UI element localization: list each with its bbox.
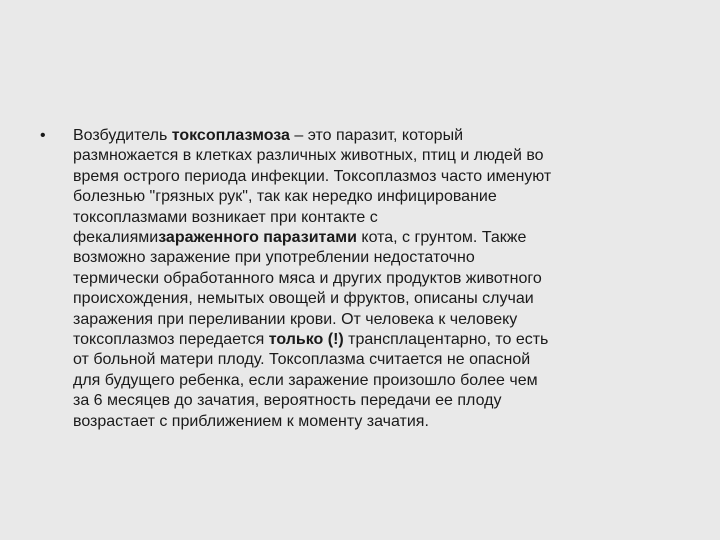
text-run: для будущего ребенка, если заражение произошло более чем xyxy=(73,371,538,389)
paragraph-line xyxy=(73,412,713,432)
text-run: происхождения, немытых овощей и фруктов, описаны случаи xyxy=(73,290,534,308)
paragraph-line xyxy=(73,310,713,330)
bullet-paragraph xyxy=(73,126,713,432)
text-run: заражения при переливании крови. От человека к человеку xyxy=(73,310,518,328)
text-run: время острого периода инфекции. Токсоплазмоз часто именуют xyxy=(73,167,552,185)
text-run: Возбудитель xyxy=(73,127,172,144)
text-run: кота, с грунтом. Также xyxy=(356,229,527,247)
paragraph-line xyxy=(73,146,713,166)
text-run: болезнью "грязных рук", так как нередко инфицирование xyxy=(73,188,497,206)
paragraph-line xyxy=(73,208,713,228)
text-run: токсоплазмоз передается xyxy=(73,331,269,349)
text-run: от больной матери плоду. Токсоплазма считается не опасной xyxy=(73,351,531,369)
paragraph-line xyxy=(73,330,713,350)
paragraph-line xyxy=(73,350,713,370)
text-run: термически обработанного мяса и других продуктов животного xyxy=(73,269,542,287)
paragraph-line xyxy=(73,371,713,391)
paragraph-line xyxy=(73,391,713,411)
bold-text-run: зараженного паразитами xyxy=(158,229,357,247)
text-run: возможно заражение при употреблении недостаточно xyxy=(73,249,475,267)
text-run: – это паразит, который xyxy=(289,127,464,144)
text-run: фекалиями xyxy=(73,229,159,247)
paragraph-line xyxy=(73,167,713,187)
text-run: токсоплазмами возникает при контакте с xyxy=(73,208,378,226)
bullet-marker: • xyxy=(40,127,46,144)
paragraph-line xyxy=(73,269,713,289)
paragraph-line xyxy=(73,228,713,248)
text-run: трансплацентарно, то есть xyxy=(343,331,549,349)
bold-text-run: только (!) xyxy=(268,331,344,349)
paragraph-line xyxy=(73,187,713,207)
text-run: размножается в клетках различных животных, птиц и людей во xyxy=(73,147,544,165)
paragraph-line xyxy=(73,126,713,146)
text-run: возрастает с приближением к моменту зачатия. xyxy=(73,412,429,430)
bold-text-run: токсоплазмоза xyxy=(171,127,290,144)
text-run: за 6 месяцев до зачатия, вероятность передачи ее плоду xyxy=(73,392,502,410)
paragraph-line xyxy=(73,248,713,268)
paragraph-line xyxy=(73,289,713,309)
